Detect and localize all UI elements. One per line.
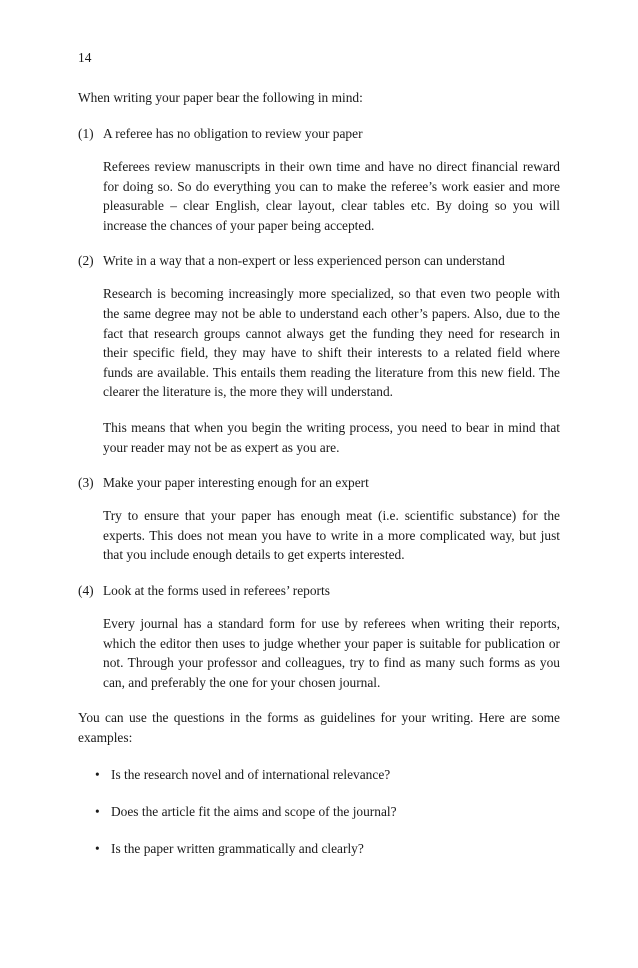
- bullet-icon: •: [95, 804, 100, 820]
- point-3-paragraph: Try to ensure that your paper has enough meat (i.e. scientific substance) for the experts. This does not mean you have to write in a more complicated way, but just that you include enough details to get experts interested.: [103, 508, 560, 563]
- list-item: [95, 839, 560, 859]
- point-3-title: Make your paper interesting enough for an expert: [103, 475, 369, 491]
- point-2-paragraph-2: This means that when you begin the writing process, you need to bear in mind that your reader may not be as expert as you are.: [103, 419, 560, 455]
- point-2-paragraph-1: Research is becoming increasingly more specialized, so that even two people with the same degree may not be able to understand each other’s papers. Also, due to the fact that research groups cannot always get the funding they need for research in their specific field, they may have to shift their interests to a related field where funds are available. This entails them reading the literature from this new field. The clearer the literature is, the more they will understand.: [103, 286, 560, 400]
- page-content: [78, 88, 560, 876]
- point-2-title: Write in a way that a non-expert or less experienced person can understand: [103, 253, 505, 269]
- point-4-paragraph: Every journal has a standard form for use by referees when writing their reports, which the editor then uses to judge whether your paper is suitable for publication or not. Through your professor and colleagues, try to find as many such forms as you can, and preferably the one for your chosen journal.: [103, 615, 560, 690]
- bullet-icon: •: [95, 841, 100, 857]
- intro-text: When writing your paper bear the following in mind:: [78, 90, 363, 105]
- point-1: [78, 124, 560, 235]
- point-4-title: Look at the forms used in referees’ reports: [103, 582, 330, 598]
- point-3: [78, 473, 560, 565]
- list-item-text: Is the paper written grammatically and clearly?: [111, 841, 364, 857]
- point-1-title: A referee has no obligation to review your paper: [103, 126, 363, 141]
- point-3-heading: [78, 473, 560, 493]
- page-number: 14: [78, 50, 92, 65]
- list-item: [95, 802, 560, 822]
- point-4: [78, 581, 560, 692]
- point-2-heading: [78, 251, 560, 271]
- point-4-number: (4): [78, 582, 94, 598]
- list-item: [95, 765, 560, 785]
- point-2-number: (2): [78, 253, 94, 269]
- bullet-icon: •: [95, 767, 100, 783]
- list-item-text: Does the article fit the aims and scope of the journal?: [111, 804, 397, 820]
- point-1-paragraph: Referees review manuscripts in their own time and have no direct financial reward for doing so. So do everything you can to make the referee’s work easier and more pleasurable – clear English, clear layout, clear tables etc. By doing so you will increase the chances of your paper being accepted.: [103, 159, 560, 233]
- point-4-heading: [78, 581, 560, 601]
- closing-text: You can use the questions in the forms as guidelines for your writing. Here are some examples:: [78, 710, 560, 746]
- point-1-number: (1): [78, 126, 94, 141]
- example-questions-list: [78, 765, 560, 859]
- point-1-heading: [78, 124, 560, 144]
- list-item-text: Is the research novel and of international relevance?: [111, 767, 391, 783]
- point-2: [78, 251, 560, 457]
- point-3-number: (3): [78, 475, 94, 491]
